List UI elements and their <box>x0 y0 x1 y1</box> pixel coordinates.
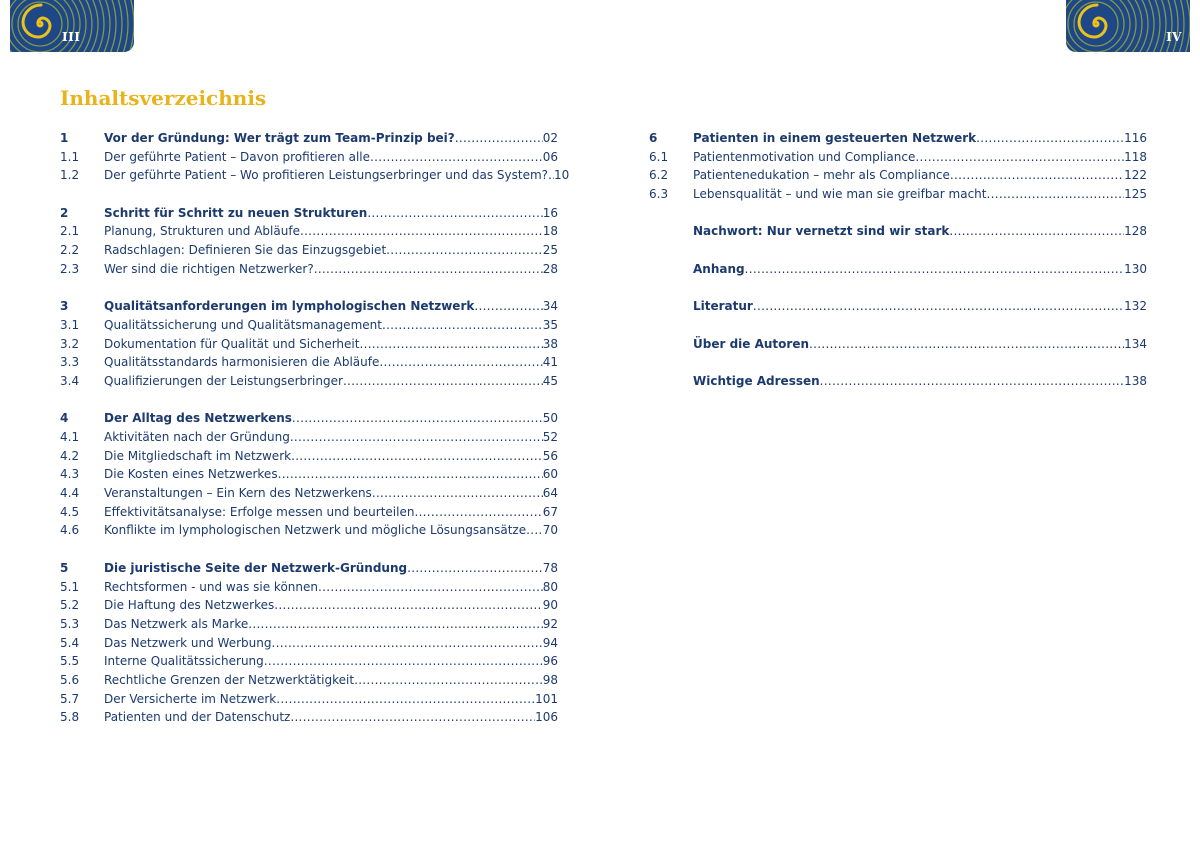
toc-page-number: 25 <box>542 243 558 258</box>
toc-section-entry[interactable] <box>649 185 1147 204</box>
toc-entry-number: 4.4 <box>60 486 80 501</box>
toc-page-number: 132 <box>1124 299 1147 314</box>
toc-entry-number: 4.3 <box>60 467 80 482</box>
toc-entry-number: 5.5 <box>60 654 80 669</box>
toc-chapter-entry[interactable] <box>60 204 558 223</box>
toc-entry-title: Rechtsformen - und was sie können <box>104 579 318 594</box>
toc-entry-title: Der geführte Patient – Wo profitieren Leistungserbringer und das System? <box>104 168 549 183</box>
toc-entry-number: 4.5 <box>60 504 80 519</box>
toc-section-entry[interactable] <box>60 708 558 727</box>
toc-section-entry[interactable] <box>649 166 1147 185</box>
toc-dot-leader <box>526 521 543 540</box>
toc-entry-title: Über die Autoren <box>693 336 809 351</box>
toc-section-entry[interactable] <box>60 652 558 671</box>
toc-entry-number: 4.2 <box>60 448 80 463</box>
toc-entry-title: Patientenmotivation und Compliance <box>693 149 916 164</box>
toc-page-number: 16 <box>542 205 558 220</box>
toc-dot-leader <box>314 260 543 279</box>
toc-entry-number: 5.2 <box>60 598 80 613</box>
toc-page-number: 98 <box>542 672 558 687</box>
toc-dot-leader <box>986 185 1124 204</box>
toc-entry-title: Der geführte Patient – Davon profitieren alle <box>104 149 370 164</box>
toc-spacer <box>649 204 1147 223</box>
toc-dot-leader <box>474 297 542 316</box>
toc-spacer <box>649 241 1147 260</box>
toc-entry-title: Nachwort: Nur vernetzt sind wir stark <box>693 224 950 239</box>
toc-chapter-entry[interactable] <box>649 297 1147 316</box>
toc-dot-leader <box>976 129 1124 148</box>
toc-section-entry[interactable] <box>60 521 558 540</box>
toc-entry-title: Qualitätsstandards harmonisieren die Abläufe <box>104 355 380 370</box>
toc-page-number: 10 <box>554 168 570 183</box>
toc-dot-leader <box>290 708 535 727</box>
toc-entry-title: Das Netzwerk als Marke <box>104 616 249 631</box>
toc-page-number: 125 <box>1124 187 1147 202</box>
toc-entry-number: 3.4 <box>60 373 80 388</box>
toc-page-number: 28 <box>542 261 558 276</box>
toc-dot-leader <box>367 204 542 223</box>
toc-section-entry[interactable] <box>60 428 558 447</box>
toc-entry-number: 5.8 <box>60 710 80 725</box>
toc-page-number: 06 <box>542 149 558 164</box>
toc-dot-leader <box>949 222 1124 241</box>
toc-entry-title: Patientenedukation – mehr als Compliance <box>693 168 950 183</box>
toc-entry-title: Wer sind die richtigen Netzwerker? <box>104 261 314 276</box>
toc-dot-leader <box>278 465 543 484</box>
toc-dot-leader <box>264 652 543 671</box>
toc-entry-title: Wichtige Adressen <box>693 373 820 388</box>
toc-entry-number: 2.1 <box>60 224 80 239</box>
toc-entry-number: 3.1 <box>60 317 80 332</box>
toc-page-number: 41 <box>542 355 558 370</box>
toc-dot-leader <box>292 409 543 428</box>
toc-entry-number: 5.7 <box>60 691 80 706</box>
toc-entry-number: 5.6 <box>60 672 80 687</box>
page-number-right: IV <box>1166 30 1182 44</box>
toc-page-number: 02 <box>542 131 558 145</box>
toc-page-number: 94 <box>542 635 558 650</box>
toc-section-entry[interactable] <box>60 578 558 597</box>
toc-page-number: 96 <box>542 654 558 669</box>
toc-spacer <box>60 540 558 559</box>
toc-entry-title: Patienten und der Datenschutz <box>104 710 291 725</box>
toc-page-number: 64 <box>542 486 558 501</box>
toc-entry-number: 6 <box>649 131 658 145</box>
toc-page-number: 118 <box>1124 149 1147 164</box>
toc-dot-leader <box>318 578 543 597</box>
toc-section-entry[interactable] <box>60 634 558 653</box>
toc-dot-leader <box>291 447 543 466</box>
toc-chapter-entry[interactable] <box>649 260 1147 279</box>
toc-chapter-entry[interactable] <box>649 335 1147 354</box>
toc-dot-leader <box>455 129 543 148</box>
toc-dot-leader <box>379 353 542 372</box>
toc-dot-leader <box>820 372 1124 391</box>
toc-page-number: 67 <box>542 504 558 519</box>
toc-entry-title: Konflikte im lymphologischen Netzwerk und mögliche Lösungsansätze <box>104 523 527 538</box>
toc-entry-title: Vor der Gründung: Wer trägt zum Team-Prinzip bei? <box>104 131 455 145</box>
toc-entry-number: 4.1 <box>60 430 80 444</box>
toc-page-number: 56 <box>542 448 558 463</box>
toc-entry-title: Dokumentation für Qualität und Sicherheit <box>104 336 360 351</box>
spiral-logo-icon <box>1066 0 1190 52</box>
toc-section-entry[interactable] <box>60 484 558 503</box>
toc-entry-title: Die Mitgliedschaft im Netzwerk <box>104 448 292 463</box>
toc-dot-leader <box>354 671 543 690</box>
toc-section-entry[interactable] <box>60 335 558 354</box>
toc-section-entry[interactable] <box>60 148 558 167</box>
toc-entry-number: 2.3 <box>60 261 80 276</box>
toc-section-entry[interactable] <box>649 148 1147 167</box>
toc-page-number: 35 <box>542 317 558 332</box>
spiral-logo-icon <box>10 0 134 52</box>
toc-chapter-entry[interactable] <box>60 559 558 578</box>
toc-page-number: 101 <box>535 691 558 706</box>
toc-chapter-entry[interactable] <box>60 409 558 428</box>
toc-section-entry[interactable] <box>60 241 558 260</box>
toc-entry-number: 2 <box>60 205 69 220</box>
toc-dot-leader <box>753 297 1124 316</box>
toc-page-number: 128 <box>1124 224 1147 239</box>
toc-entry-title: Das Netzwerk und Werbung <box>104 635 272 650</box>
page-number-badge-right <box>1066 0 1190 52</box>
toc-entry-title: Qualifizierungen der Leistungserbringer <box>104 373 343 388</box>
toc-chapter-entry[interactable] <box>649 372 1147 391</box>
toc-entry-number: 5 <box>60 560 69 575</box>
toc-dot-leader <box>745 260 1124 279</box>
toc-section-entry[interactable] <box>60 260 558 279</box>
toc-dot-leader <box>274 596 542 615</box>
toc-entry-number: 6.1 <box>649 149 669 164</box>
toc-page-number: 34 <box>542 299 558 314</box>
toc-chapter-entry[interactable] <box>60 297 558 316</box>
toc-entry-number: 3.2 <box>60 336 80 351</box>
toc-spacer <box>649 279 1147 298</box>
toc-entry-number: 1 <box>60 131 69 145</box>
toc-dot-leader <box>300 222 543 241</box>
toc-entry-number: 3.3 <box>60 355 80 370</box>
toc-page-number: 60 <box>542 467 558 482</box>
toc-chapter-entry[interactable] <box>649 222 1147 241</box>
toc-entry-number: 2.2 <box>60 243 80 258</box>
toc-entry-title: Effektivitätsanalyse: Erfolge messen und beurteilen <box>104 504 415 519</box>
toc-page-number: 70 <box>542 523 558 538</box>
toc-spacer <box>60 391 558 410</box>
toc-dot-leader <box>414 503 542 522</box>
toc-entry-title: Qualitätssicherung und Qualitätsmanagement <box>104 317 382 332</box>
toc-spacer <box>649 316 1147 335</box>
toc-page-number: 50 <box>542 411 558 426</box>
toc-page-number: 106 <box>535 710 558 725</box>
toc-page-number: 92 <box>542 616 558 631</box>
toc-section-entry[interactable] <box>60 503 558 522</box>
toc-section-entry[interactable] <box>60 353 558 372</box>
toc-entry-title: Radschlagen: Definieren Sie das Einzugsgebiet <box>104 243 387 258</box>
toc-section-entry[interactable] <box>60 447 558 466</box>
toc-page-number: 138 <box>1124 373 1147 388</box>
toc-dot-leader <box>276 690 535 709</box>
toc-page-number: 78 <box>542 560 558 575</box>
toc-entry-number: 5.4 <box>60 635 80 650</box>
toc-column-left <box>60 129 570 727</box>
toc-page-number: 122 <box>1124 168 1147 183</box>
toc-entry-title: Die Haftung des Netzwerkes <box>104 598 275 613</box>
toc-dot-leader <box>271 634 542 653</box>
page-title: Inhaltsverzeichnis <box>60 86 267 110</box>
toc-dot-leader <box>809 335 1124 354</box>
toc-entry-title: Literatur <box>693 299 753 314</box>
toc-section-entry[interactable] <box>60 615 558 634</box>
toc-entry-title: Aktivitäten nach der Gründung <box>104 430 290 444</box>
toc-entry-title: Qualitätsanforderungen im lymphologischen Netzwerk <box>104 299 475 314</box>
toc-page-number: 116 <box>1124 131 1147 145</box>
toc-entry-title: Interne Qualitätssicherung <box>104 654 264 669</box>
toc-entry-title: Der Alltag des Netzwerkens <box>104 411 292 426</box>
toc-entry-title: Veranstaltungen – Ein Kern des Netzwerkens <box>104 486 372 501</box>
toc-dot-leader <box>370 148 543 167</box>
toc-page-number: 130 <box>1124 261 1147 276</box>
toc-entry-number: 5.3 <box>60 616 80 631</box>
toc-entry-number: 6.3 <box>649 187 669 202</box>
toc-entry-title: Der Versicherte im Netzwerk <box>104 691 277 706</box>
toc-page-number: 38 <box>542 336 558 351</box>
toc-dot-leader <box>382 316 543 335</box>
toc-entry-number: 4 <box>60 411 69 426</box>
toc-dot-leader <box>915 148 1124 167</box>
toc-chapter-entry[interactable] <box>649 129 1147 148</box>
toc-dot-leader <box>386 241 543 260</box>
toc-entry-title: Die Kosten eines Netzwerkes <box>104 467 278 482</box>
toc-section-entry[interactable] <box>60 166 570 185</box>
toc-dot-leader <box>343 372 543 391</box>
toc-page-number: 90 <box>542 598 558 613</box>
toc-section-entry[interactable] <box>60 372 558 391</box>
toc-chapter-entry[interactable] <box>60 129 558 148</box>
toc-entry-number: 5.1 <box>60 579 80 594</box>
page-number-left: III <box>62 30 81 44</box>
toc-dot-leader <box>290 428 543 447</box>
toc-entry-number: 3 <box>60 299 69 314</box>
toc-section-entry[interactable] <box>60 316 558 335</box>
toc-spacer <box>649 353 1147 372</box>
toc-dot-leader <box>407 559 543 578</box>
toc-entry-title: Lebensqualität – und wie man sie greifbar macht <box>693 187 987 202</box>
toc-dot-leader <box>950 166 1124 185</box>
toc-entry-title: Patienten in einem gesteuerten Netzwerk <box>693 131 977 145</box>
toc-page-number: 52 <box>542 430 558 444</box>
toc-column-right <box>649 129 1147 391</box>
toc-section-entry[interactable] <box>60 465 558 484</box>
toc-entry-number: 1.1 <box>60 149 80 164</box>
toc-entry-number: 6.2 <box>649 168 669 183</box>
toc-section-entry[interactable] <box>60 596 558 615</box>
toc-spacer <box>60 185 558 204</box>
toc-dot-leader <box>248 615 543 634</box>
toc-entry-title: Planung, Strukturen und Abläufe <box>104 224 300 239</box>
toc-dot-leader <box>372 484 543 503</box>
toc-entry-title: Schritt für Schritt zu neuen Strukturen <box>104 205 368 220</box>
toc-entry-title: Anhang <box>693 261 745 276</box>
toc-entry-title: Die juristische Seite der Netzwerk-Gründung <box>104 560 408 575</box>
toc-page-number: 134 <box>1124 336 1147 351</box>
toc-dot-leader <box>359 335 542 354</box>
toc-section-entry[interactable] <box>60 690 558 709</box>
toc-section-entry[interactable] <box>60 671 558 690</box>
toc-entry-number: 4.6 <box>60 523 80 538</box>
toc-entry-title: Rechtliche Grenzen der Netzwerktätigkeit <box>104 672 355 687</box>
page-number-badge-left <box>10 0 134 52</box>
toc-page-number: 45 <box>542 373 558 388</box>
toc-entry-number: 1.2 <box>60 168 80 183</box>
toc-page-number: 80 <box>542 579 558 594</box>
toc-page-number: 18 <box>542 224 558 239</box>
toc-spacer <box>60 279 558 298</box>
toc-section-entry[interactable] <box>60 222 558 241</box>
